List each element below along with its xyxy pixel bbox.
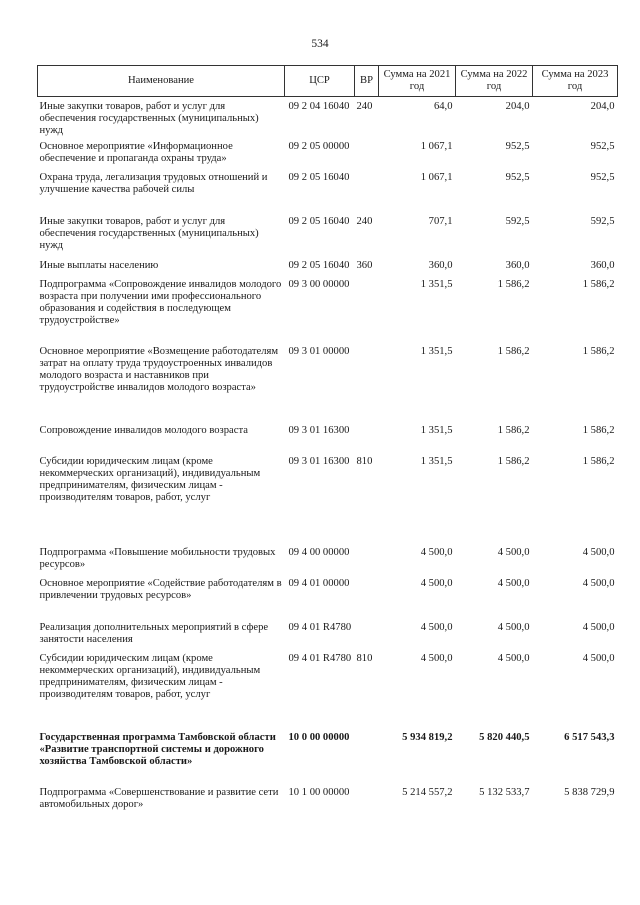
row-csr: 10 1 00 00000	[288, 786, 350, 798]
row-sum-2021: 1 351,5	[420, 455, 453, 467]
table-row	[38, 653, 618, 732]
row-sum-2023: 4 500,0	[582, 652, 615, 664]
row-csr: 10 0 00 00000	[288, 731, 350, 743]
row-sum-2022: 5 132 533,7	[479, 786, 530, 798]
row-vr	[355, 578, 379, 622]
row-vr: 810	[356, 455, 373, 467]
table-row	[38, 547, 618, 578]
row-sum-2022: 952,5	[505, 140, 530, 152]
row-name: Иные закупки товаров, работ и услуг для обеспечения государственных (муниципальных) нужд	[39, 101, 259, 136]
header-csr: ЦСР	[285, 66, 355, 97]
table-row	[38, 141, 618, 172]
row-name: Охрана труда, легализация трудовых отношений и улучшение качества рабочей силы	[39, 171, 268, 195]
row-sum-2021: 4 500,0	[420, 546, 453, 558]
row-sum-2023: 6 517 543,3	[564, 731, 615, 743]
table-header-row	[38, 66, 618, 97]
row-vr: 240	[356, 101, 373, 112]
header-sum-2021: Сумма на 2021 год	[379, 66, 456, 97]
row-name: Основное мероприятие «Информационное обеспечение и пропаганда охраны труда»	[39, 140, 233, 164]
row-sum-2022: 1 586,2	[497, 278, 530, 290]
row-name: Субсидии юридическим лицам (кроме некоммерческих организаций), индивидуальным предпринимателям, физическим лицам - производителям товаров, работ, услуг	[39, 652, 261, 700]
header-sum-2022: Сумма на 2022 год	[456, 66, 533, 97]
row-sum-2021: 4 500,0	[420, 621, 453, 633]
row-sum-2022: 4 500,0	[497, 621, 530, 633]
row-sum-2021: 1 067,1	[420, 140, 453, 152]
table-row	[38, 216, 618, 260]
row-sum-2023: 1 586,2	[582, 345, 615, 357]
row-name: Субсидии юридическим лицам (кроме некоммерческих организаций), индивидуальным предпринимателям, физическим лицам - производителям товаров, работ, услуг	[39, 455, 261, 503]
row-vr: 810	[356, 652, 373, 664]
row-sum-2022: 1 586,2	[497, 424, 530, 436]
row-sum-2022: 4 500,0	[497, 652, 530, 664]
row-sum-2023: 360,0	[590, 259, 615, 271]
row-csr: 09 4 01 R4780	[288, 652, 352, 664]
budget-table	[37, 65, 618, 817]
row-sum-2022: 1 586,2	[497, 345, 530, 357]
row-name: Основное мероприятие «Возмещение работодателям затрат на оплату труда трудоустроенных инвалидов молодого возраста и наставников при трудоустройстве инвалидов молодого возраста»	[39, 345, 279, 393]
row-sum-2021: 707,1	[428, 215, 453, 227]
page-number: 534	[311, 38, 329, 50]
row-sum-2023: 1 586,2	[582, 278, 615, 290]
table-row	[38, 456, 618, 547]
row-sum-2022: 360,0	[505, 259, 530, 271]
row-csr: 09 2 05 16040	[288, 215, 350, 227]
row-csr: 09 3 00 00000	[288, 278, 350, 290]
row-csr: 09 3 01 16300	[288, 424, 350, 436]
table-row	[38, 787, 618, 817]
row-sum-2023: 952,5	[590, 140, 615, 152]
header-sum-2023: Сумма на 2023 год	[533, 66, 618, 97]
header-vr: ВР	[355, 66, 379, 97]
header-name: Наименование	[38, 66, 285, 97]
row-csr: 09 3 01 16300	[288, 455, 350, 467]
row-vr	[355, 622, 379, 653]
row-sum-2022: 4 500,0	[497, 546, 530, 558]
row-sum-2021: 5 934 819,2	[402, 731, 453, 743]
row-vr	[355, 279, 379, 346]
row-name: Подпрограмма «Сопровождение инвалидов молодого возраста при получении ими профессионального образования и содействия в последующем трудоустройстве»	[39, 278, 282, 326]
row-csr: 09 2 05 16040	[288, 259, 350, 271]
row-sum-2023: 952,5	[590, 171, 615, 183]
row-sum-2023: 5 838 729,9	[564, 786, 615, 798]
row-vr	[355, 172, 379, 216]
row-sum-2021: 4 500,0	[420, 652, 453, 664]
row-csr: 09 2 04 16040	[288, 101, 350, 112]
row-vr	[355, 547, 379, 578]
row-sum-2021: 360,0	[428, 259, 453, 271]
table-row	[38, 97, 618, 141]
table-row	[38, 732, 618, 787]
row-name: Подпрограмма «Совершенствование и развитие сети автомобильных дорог»	[39, 786, 279, 810]
table-row	[38, 279, 618, 346]
row-sum-2023: 1 586,2	[582, 455, 615, 467]
row-sum-2021: 1 351,5	[420, 345, 453, 357]
row-vr: 240	[356, 215, 373, 227]
row-csr: 09 2 05 00000	[288, 140, 350, 152]
row-vr	[355, 346, 379, 425]
row-csr: 09 4 01 R4780	[288, 621, 352, 633]
row-name: Основное мероприятие «Содействие работодателям в привлечении трудовых ресурсов»	[39, 577, 282, 601]
table-row	[38, 260, 618, 279]
row-sum-2021: 1 067,1	[420, 171, 453, 183]
row-sum-2021: 64,0	[433, 101, 453, 112]
row-sum-2022: 4 500,0	[497, 577, 530, 589]
row-vr	[355, 425, 379, 456]
row-csr: 09 4 00 00000	[288, 546, 350, 558]
row-sum-2021: 1 351,5	[420, 278, 453, 290]
row-csr: 09 4 01 00000	[288, 577, 350, 589]
row-sum-2021: 5 214 557,2	[402, 786, 453, 798]
row-sum-2023: 204,0	[590, 101, 615, 112]
row-sum-2023: 592,5	[590, 215, 615, 227]
row-sum-2023: 4 500,0	[582, 621, 615, 633]
row-name: Иные выплаты населению	[39, 259, 159, 271]
row-sum-2022: 592,5	[505, 215, 530, 227]
row-name: Подпрограмма «Повышение мобильности трудовых ресурсов»	[39, 546, 276, 570]
row-name: Государственная программа Тамбовской области «Развитие транспортной системы и дорожного хозяйства Тамбовской области»	[39, 731, 276, 767]
table-row	[38, 578, 618, 622]
table-row	[38, 425, 618, 456]
row-sum-2022: 204,0	[505, 101, 530, 112]
row-sum-2022: 1 586,2	[497, 455, 530, 467]
row-csr: 09 3 01 00000	[288, 345, 350, 357]
row-sum-2021: 4 500,0	[420, 577, 453, 589]
row-sum-2023: 4 500,0	[582, 577, 615, 589]
row-csr: 09 2 05 16040	[288, 171, 350, 183]
row-vr	[355, 787, 379, 817]
row-sum-2022: 5 820 440,5	[479, 731, 530, 743]
row-vr: 360	[356, 259, 373, 271]
row-sum-2021: 1 351,5	[420, 424, 453, 436]
row-name: Иные закупки товаров, работ и услуг для обеспечения государственных (муниципальных) нужд	[39, 215, 259, 251]
table-row	[38, 346, 618, 425]
row-sum-2023: 4 500,0	[582, 546, 615, 558]
table-row	[38, 172, 618, 216]
row-vr	[355, 141, 379, 172]
row-name: Реализация дополнительных мероприятий в сфере занятости населения	[39, 621, 269, 645]
row-vr	[355, 732, 379, 787]
row-sum-2022: 952,5	[505, 171, 530, 183]
row-name: Сопровождение инвалидов молодого возраста	[39, 424, 248, 436]
row-sum-2023: 1 586,2	[582, 424, 615, 436]
table-row	[38, 622, 618, 653]
